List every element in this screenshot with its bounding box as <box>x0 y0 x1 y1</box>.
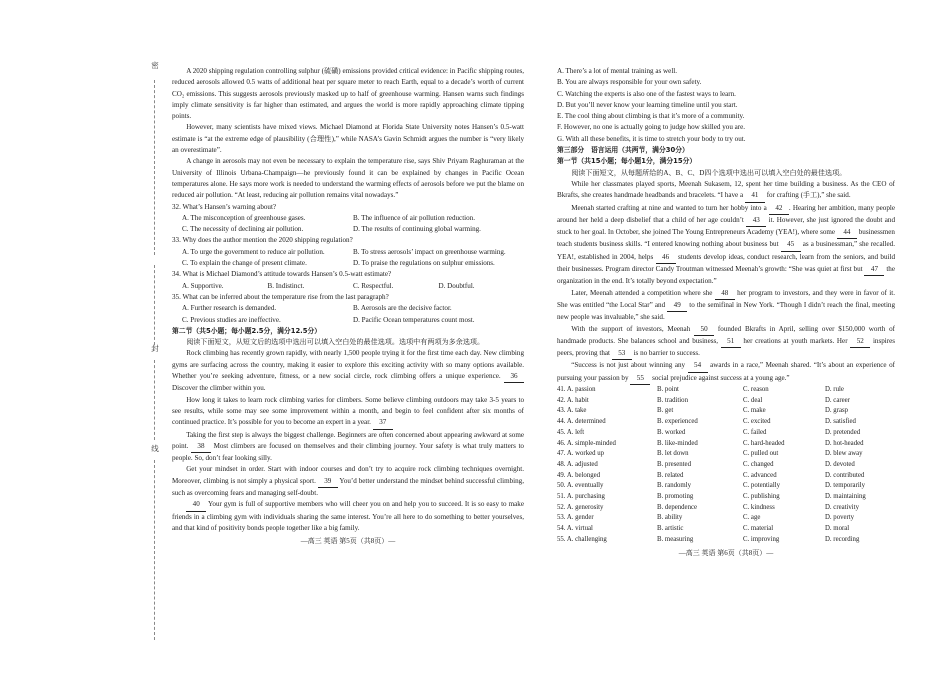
margin-dash-line <box>154 80 155 255</box>
blank-50[interactable]: 50 <box>694 324 714 336</box>
cloze-option-41-b: B. point <box>657 386 679 394</box>
cloze-option-49-d: D. contributed <box>825 471 865 479</box>
cloze-option-47-a: 47. A. worked up <box>557 450 605 458</box>
cloze-option-47-b: B. let down <box>657 450 689 458</box>
margin-label-line: 线 <box>151 444 159 453</box>
cloze-option-54-c: C. material <box>743 525 774 533</box>
passage-text: inspires peers, proving that <box>557 336 896 358</box>
cloze-option-46-d: D. hot-headed <box>825 439 864 447</box>
blank-36[interactable]: 36 <box>504 371 524 383</box>
question-options <box>172 224 524 235</box>
cloze-option-41-a: 41. A. passion <box>557 386 596 394</box>
cloze-option-51-d: D. maintaining <box>825 493 866 501</box>
passage-text: the organization in the end. It’s totally beyond expectation.” <box>557 265 895 286</box>
option-d: D. But you’ll never know your learning timeline until you start. <box>557 100 738 109</box>
passage-text: as a businessman,” she recalled. YEA!, established in 2004, helps <box>557 240 895 261</box>
option-d: D. The results of continuing global warming. <box>353 225 481 234</box>
cloze-option-43-b: B. get <box>657 407 674 415</box>
passage-paragraph <box>557 324 895 361</box>
cloze-option-44-a: 44. A. determined <box>557 418 606 426</box>
cloze-option-45-c: C. failed <box>743 428 767 436</box>
cloze-option-44-b: B. experienced <box>657 418 698 426</box>
passage-text: You’d better understand the mindset behind successful climbing, such as overcoming fears and managing self-doubt. <box>172 476 524 497</box>
section-heading: 第一节（共15小题；每小题1分，满分15分） <box>557 157 697 166</box>
option-d: D. Pacific Ocean temperatures count most. <box>353 315 475 324</box>
passage-text: “Success is not just about winning any <box>571 361 686 370</box>
passage-text: . Hearing her ambition, many people around her held a deep disbelief that a child of her age couldn’t <box>557 203 895 224</box>
cloze-options-table <box>557 385 895 546</box>
passage-text: Discover the climber within you. <box>172 384 266 393</box>
cloze-option-54-a: 54. A. virtual <box>557 525 593 533</box>
binding-margin <box>144 60 166 660</box>
cloze-option-50-c: C. potentially <box>743 482 781 490</box>
cloze-option-55-c: C. improving <box>743 535 780 543</box>
passage-text: With the support of investors, Meenah <box>571 324 691 333</box>
passage-paragraph <box>172 395 524 430</box>
option-b: B. To stress aerosols’ impact on greenhouse warming. <box>353 247 506 256</box>
blank-38[interactable]: 38 <box>191 441 211 453</box>
blank-48[interactable]: 48 <box>715 288 735 300</box>
blank-41[interactable]: 41 <box>745 190 765 202</box>
question-stem: 35. What can be inferred about the temperature rise from the last paragraph? <box>172 292 389 301</box>
passage-text: is no barrier to success. <box>633 349 700 358</box>
cloze-option-53-a: 53. A. gender <box>557 514 594 522</box>
cloze-option-42-b: B. tradition <box>657 396 688 404</box>
blank-47[interactable]: 47 <box>864 264 884 276</box>
cloze-option-43-a: 43. A. take <box>557 407 587 415</box>
passage-text: her creations at youth markets. Her <box>743 336 848 345</box>
passage-paragraph <box>557 288 895 324</box>
margin-label-seal: 密 <box>151 61 159 70</box>
passage-text: her program to investors, and they were in favor of it. She was entitled “the Local Star” and <box>557 288 895 309</box>
option-g: G. With all these benefits, it is time to stretch your body to try out. <box>557 134 746 143</box>
cloze-option-44-d: D. satisfied <box>825 418 856 426</box>
cloze-option-50-d: D. temporarily <box>825 482 866 490</box>
cloze-option-52-b: B. dependence <box>657 503 698 511</box>
cloze-option-47-d: D. blew away <box>825 450 863 458</box>
cloze-option-48-b: B. presented <box>657 460 691 468</box>
section-heading: 第二节（共5小题；每小题2.5分，满分12.5分） <box>172 326 322 335</box>
margin-dash-line <box>154 360 155 440</box>
passage-paragraph <box>557 203 895 288</box>
question-stem: 32. What’s Hansen’s warning about? <box>172 202 277 211</box>
passage-text: founded Bkrafts in April, selling over $150,000 worth of handmade products. She balances school and business, <box>557 324 896 345</box>
cloze-option-46-a: 46. A. simple-minded <box>557 439 616 447</box>
cloze-option-48-d: D. devoted <box>825 460 855 468</box>
option-a: A. The misconception of greenhouse gases. <box>182 213 306 222</box>
blank-44[interactable]: 44 <box>837 227 857 239</box>
passage-paragraph <box>172 464 524 499</box>
option-b: B. Indistinct. <box>267 281 305 290</box>
passage-paragraph <box>172 499 524 534</box>
option-b: B. Aerosols are the decisive factor. <box>353 304 452 313</box>
cloze-option-49-b: B. related <box>657 471 684 479</box>
blank-54[interactable]: 54 <box>688 360 708 372</box>
option-c: C. Respectful. <box>353 281 394 290</box>
question-stem: 34. What is Michael Diamond’s attitude towards Hansen’s 0.5-watt estimate? <box>172 270 392 279</box>
blank-52[interactable]: 52 <box>850 336 870 348</box>
blank-46[interactable]: 46 <box>656 252 676 264</box>
passage-text: for crafting (手工),” she said. <box>766 191 851 200</box>
cloze-option-53-b: B. ability <box>657 514 683 522</box>
option-c: C. Previous studies are ineffective. <box>182 315 281 324</box>
cloze-option-54-d: D. moral <box>825 525 850 533</box>
blank-49[interactable]: 49 <box>667 300 687 312</box>
cloze-option-43-c: C. make <box>743 407 766 415</box>
cloze-option-46-c: C. hard-headed <box>743 439 785 447</box>
option-a: A. Further research is demanded. <box>182 304 277 313</box>
passage-paragraph <box>557 360 895 385</box>
cloze-option-41-d: D. rule <box>825 386 844 394</box>
cloze-option-45-a: 45. A. left <box>557 428 585 436</box>
question-32 <box>172 202 524 236</box>
cloze-option-49-c: C. advanced <box>743 471 777 479</box>
margin-dash-line <box>154 265 155 345</box>
blank-43[interactable]: 43 <box>746 215 766 227</box>
passage-paragraph: A change in aerosols may not even be necessary to explain the temperature rise, says Shiv Priyam Raghuraman at the University of Illinois Urbana-Champaign—he previously found it can be explained by changes in Pacific Ocean temperatures alone. He says more work is needed to understand the warming effects of aerosols before we put the blame on reduced air pollution. “At least, reducing air pollution remains vital nowadays.” <box>172 157 524 200</box>
blank-53[interactable]: 53 <box>612 348 632 360</box>
cloze-option-53-d: D. poverty <box>825 514 855 522</box>
option-d: D. To praise the regulations on sulphur emissions. <box>353 259 495 268</box>
option-b: B. You are always responsible for your own safety. <box>557 78 702 87</box>
passage-text: Your gym is full of supportive members who will cheer you on and help you to succeed. It is so easy to make friends in a climbing gym with individuals sharing the same interest. You’re all here to do something to better yourselves, and that kind of positivity bonds people together like a big family. <box>172 500 524 532</box>
cloze-option-43-d: D. grasp <box>825 407 849 415</box>
cloze-option-49-a: 49. A. belonged <box>557 471 601 479</box>
question-options <box>172 247 524 258</box>
passage-paragraph <box>172 348 524 394</box>
question-options <box>172 213 524 224</box>
passage-text: Most climbers are focused on themselves and their climbing journey. Your safety is what truly matters to people. So, don’t fear looking silly. <box>172 441 524 463</box>
question-options <box>172 315 524 326</box>
option-a: A. To urge the government to reduce air pollution. <box>182 247 325 256</box>
option-c: C. The necessity of declining air pollution. <box>182 225 304 234</box>
cloze-option-53-c: C. age <box>743 514 761 522</box>
cloze-option-52-a: 52. A. generosity <box>557 503 604 511</box>
option-b: B. The influence of air pollution reduction. <box>353 213 476 222</box>
option-a: A. Supportive. <box>182 281 224 290</box>
cloze-option-51-c: C. publishing <box>743 493 780 501</box>
question-options <box>172 281 524 292</box>
question-33 <box>172 235 524 269</box>
cloze-option-54-b: B. artistic <box>657 525 684 533</box>
question-34 <box>172 269 524 292</box>
passage-text: it. However, she just ignored the doubt and stuck to her goal. In October, she joined The Young Entrepreneurs Academy (YEA!), where some <box>557 215 895 237</box>
passage-paragraph <box>172 430 524 465</box>
passage-paragraph <box>557 179 895 203</box>
option-c: C. To explain the change of present climate. <box>182 259 307 268</box>
cloze-option-42-c: C. deal <box>743 396 763 404</box>
passage-text: businessmen teach students business skills. “I entered knowing nothing about business but <box>557 228 895 249</box>
margin-dash-line <box>154 460 155 640</box>
cloze-option-55-a: 55. A. challenging <box>557 535 607 543</box>
left-page <box>172 66 524 547</box>
passage-text: Rock climbing has recently grown rapidly, with nearly 1,500 people trying it for the first time each day. New climbing gyms are surfacing across the country, making it easier to explore this exciting activity with so many options available. Whether you’re seeking adventure, fitness, or a new social circle, rock climbing offers a unique experience. <box>172 349 524 381</box>
passage-text: Meenah started crafting at nine and wanted to turn her hobby into a <box>571 203 767 212</box>
page-footer: —高三 英语 第5页（共8页）— <box>300 537 396 546</box>
option-e: E. The cool thing about climbing is that it’s more of a community. <box>557 112 745 121</box>
passage-text: awards in a race,” Meenah shared. “It’s about an experience of pursuing your passion by <box>557 361 895 382</box>
passage-text: While her classmates played sports, Meenah Sukasem, 12, spent her time building a business. As the CEO of Bkrafts, she creates handmade headbands and bracelets. “I have a <box>557 179 895 200</box>
question-options <box>172 258 524 269</box>
page-footer: —高三 英语 第6页（共8页）— <box>678 548 774 557</box>
question-stem: 33. Why does the author mention the 2020 shipping regulation? <box>172 236 353 245</box>
passage-text: Taking the first step is always the biggest challenge. Beginners are often concerned about appearing awkward at some point. <box>172 430 524 450</box>
section-instructions: 阅读下面短文，从每题所给的A、B、C、D四个选项中选出可以填入空白处的最佳选项。 <box>571 168 847 177</box>
cloze-option-44-c: C. excited <box>743 418 771 426</box>
passage-paragraph: A 2020 shipping regulation controlling sulphur (硫磺) emissions provided critical evidence: in Pacific shipping routes, reduced aerosols allowed 0.5 watts of additional heat per square meter to reach Earth, equal to a decade’s worth of current CO₂ emissions. This suggests aerosols previously masked up to half of greenhouse warming. Hansen warns such findings imply climate sensitivity is far higher than estimated, and argues the world is more rapidly approaching climate tipping points. <box>172 67 524 121</box>
blank-39[interactable]: 39 <box>318 476 338 488</box>
cloze-option-51-b: B. promoting <box>657 493 694 501</box>
option-d: D. Doubtful. <box>438 281 475 290</box>
cloze-option-46-b: B. like-minded <box>657 439 698 447</box>
cloze-option-51-a: 51. A. purchasing <box>557 493 605 501</box>
cloze-option-45-d: D. pretended <box>825 428 861 436</box>
passage-text: social prejudice against success at a young age.” <box>652 373 790 382</box>
passage-text: Later, Meenah attended a competition where she <box>571 288 713 297</box>
option-c: C. Watching the experts is also one of the fastest ways to learn. <box>557 89 736 98</box>
cloze-option-48-a: 48. A. adjusted <box>557 460 598 468</box>
cloze-option-52-c: C. kindness <box>743 503 775 511</box>
blank-42[interactable]: 42 <box>769 203 789 215</box>
part-heading: 第三部分 语言运用（共两节，满分30分） <box>557 146 689 155</box>
cloze-option-42-d: D. career <box>825 396 850 404</box>
option-a: A. There’s a lot of mental training as well. <box>557 67 678 75</box>
passage-text: to the semifinal in New York. “Though I didn’t reach the final, meeting new people was invaluable,” she said. <box>557 300 896 322</box>
question-options <box>172 303 524 314</box>
cloze-option-42-a: 42. A. habit <box>557 396 589 404</box>
seven-choose-five-options <box>557 66 895 145</box>
cloze-option-47-c: C. pulled out <box>743 450 779 458</box>
passage-text: Get your mindset in order. Start with indoor courses and don’t try to acquire rock climbing techniques overnight. Moreover, climbing is not simply a physical sport. <box>172 465 524 485</box>
cloze-option-41-c: C. reason <box>743 386 769 394</box>
margin-label-envelope: 封 <box>151 344 159 353</box>
blank-45[interactable]: 45 <box>781 239 801 251</box>
passage-paragraph: However, many scientists have mixed views. Michael Diamond at Florida State University notes Hansen’s 0.5-watt estimate is “at the extreme edge of plausibility (合理性),” while NASA’s Gavin Schmidt argues the number is “very likely an overestimate”. <box>172 123 524 155</box>
cloze-option-48-c: C. changed <box>743 460 774 468</box>
cloze-option-55-d: D. recording <box>825 535 860 543</box>
blank-40[interactable]: 40 <box>186 499 206 511</box>
cloze-option-55-b: B. measuring <box>657 535 694 543</box>
blank-51[interactable]: 51 <box>721 336 741 348</box>
blank-37[interactable]: 37 <box>373 417 393 429</box>
right-page <box>557 66 895 559</box>
section-instructions: 阅读下面短文，从短文后的选项中选出可以填入空白处的最佳选项。选项中有两项为多余选项。 <box>186 338 485 347</box>
option-f: F. However, no one is actually going to judge how skilled you are. <box>557 123 746 132</box>
cloze-option-50-a: 50. A. eventually <box>557 482 604 490</box>
cloze-option-50-b: B. randomly <box>657 482 691 490</box>
question-35 <box>172 292 524 326</box>
cloze-option-52-d: D. creativity <box>825 503 859 511</box>
cloze-option-45-b: B. worked <box>657 428 686 436</box>
passage-text: How long it takes to learn rock climbing varies for climbers. Some believe climbing outdoors may take 3-5 years to see results, while some may see some improvement within a month, and begin to feel confident after six months of continued practice. It’s possible for you to become an expert in a year. <box>172 395 524 427</box>
blank-55[interactable]: 55 <box>630 373 650 385</box>
passage-text: students develop ideas, conduct research, learn from the seniors, and build their businesses. Program director Candy Troutman witnessed Meenah’s growth: “She was quiet at first but <box>557 252 896 274</box>
